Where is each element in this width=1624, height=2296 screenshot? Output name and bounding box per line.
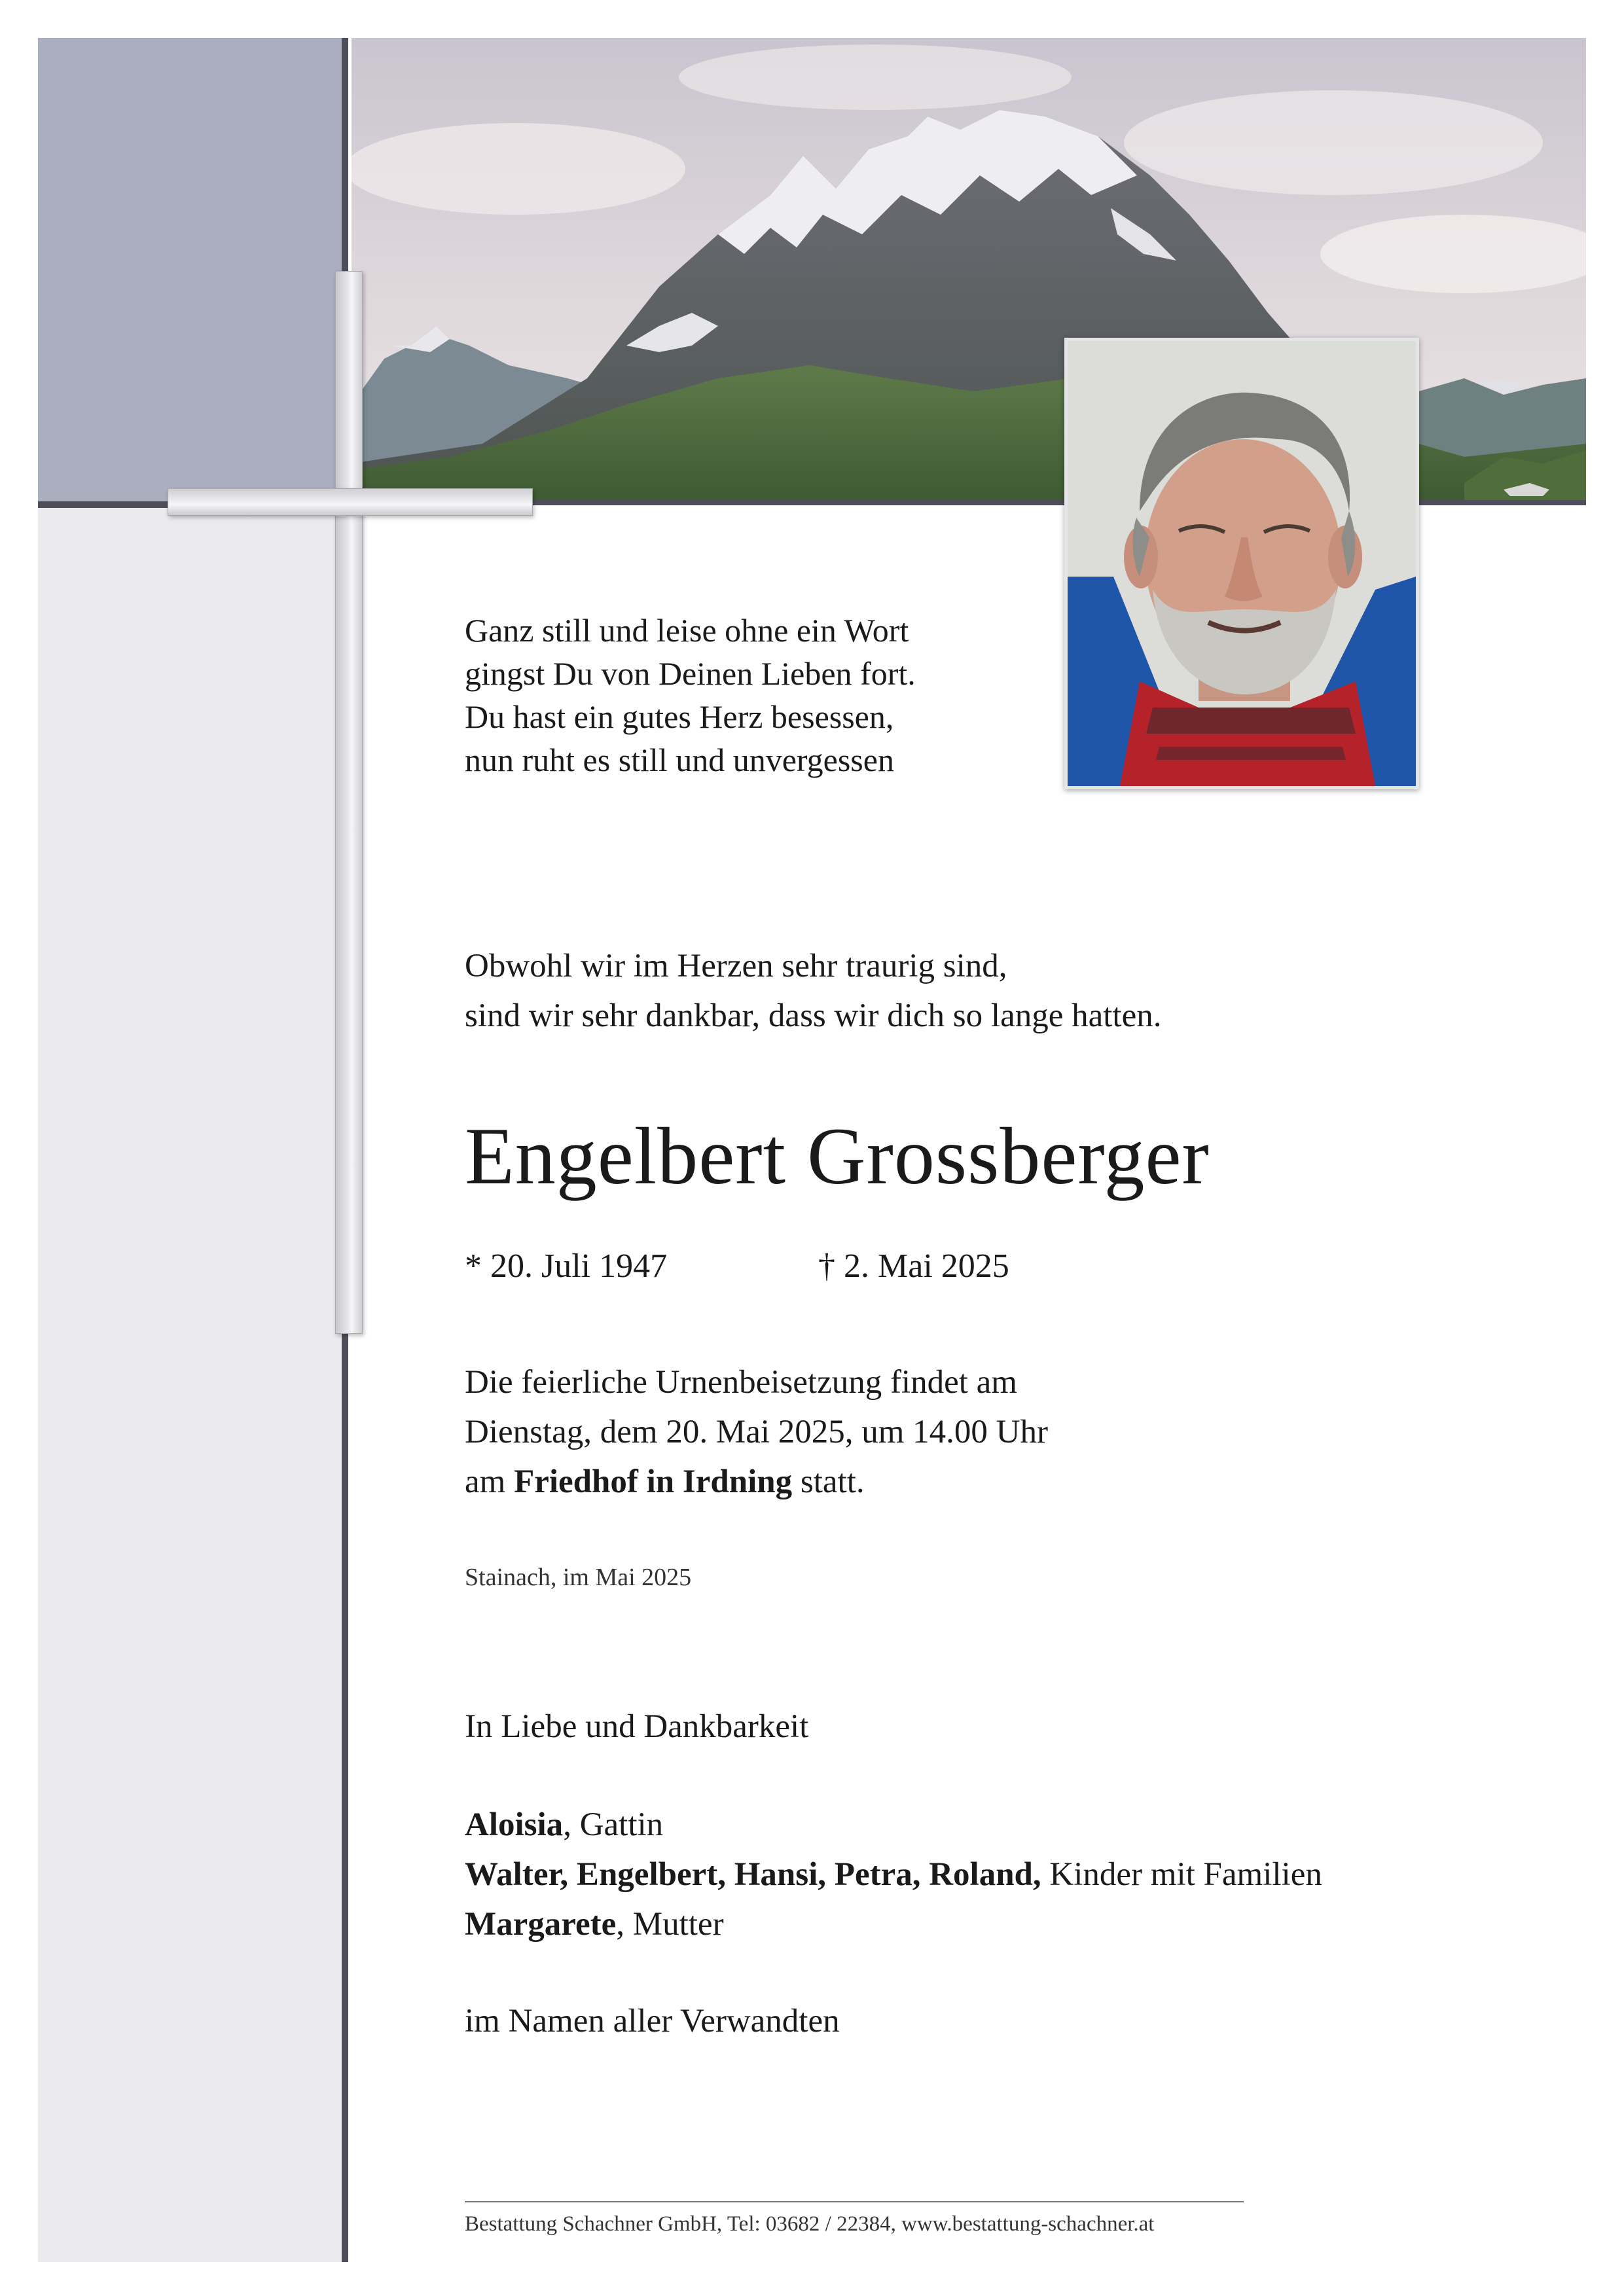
place-and-date: Stainach, im Mai 2025 xyxy=(465,1564,692,1591)
portrait-photo xyxy=(1064,338,1419,789)
death-date-line xyxy=(818,1244,1009,1289)
left-panel-bottom xyxy=(38,508,342,2262)
death-date: 2. Mai 2025 xyxy=(844,1247,1009,1285)
poem-line: Du hast ein gutes Herz besessen, xyxy=(465,698,894,735)
cross-vertical-beam-icon xyxy=(335,271,363,1334)
poem-line: Ganz still und leise ohne ein Wort xyxy=(465,612,909,649)
mourner-names: Margarete xyxy=(465,1906,617,1943)
mourner-entry xyxy=(465,1800,1578,1850)
ceremony-location-line xyxy=(465,1457,1512,1507)
cross-horizontal-beam-icon xyxy=(168,488,533,516)
mourner-names: Walter, Engelbert, Hansi, Petra, Roland, xyxy=(465,1856,1041,1893)
poem-line: nun ruht es still und unvergessen xyxy=(465,742,894,778)
deceased-name: Engelbert Grossberger xyxy=(465,1111,1210,1201)
relatives-line: im Namen aller Verwandten xyxy=(465,2003,840,2039)
closing-phrase: In Liebe und Dankbarkeit xyxy=(465,1708,809,1745)
death-cross-symbol: † xyxy=(818,1247,835,1285)
ceremony-line: Dienstag, dem 20. Mai 2025, um 14.00 Uhr xyxy=(465,1414,1048,1450)
ceremony-prefix: am xyxy=(465,1463,514,1500)
gratitude-quote xyxy=(465,941,1447,1041)
mourner-entry xyxy=(465,1899,1578,1949)
ceremony-line: Die feierliche Urnenbeisetzung findet am xyxy=(465,1364,1017,1401)
ceremony-suffix: statt. xyxy=(792,1463,865,1500)
mourner-entry xyxy=(465,1850,1578,1899)
mourner-relation: Kinder mit Familien xyxy=(1041,1856,1322,1893)
footer-divider xyxy=(465,2201,1244,2202)
birth-date-line xyxy=(465,1244,667,1289)
funeral-home-footer: Bestattung Schachner GmbH, Tel: 03682 / 22384, www.bestattung-schachner.at xyxy=(465,2212,1155,2236)
left-panel-top xyxy=(38,38,346,504)
cemetery-name: Friedhof in Irdning xyxy=(514,1463,793,1500)
mourner-names: Aloisia xyxy=(465,1806,564,1843)
memorial-poem xyxy=(465,609,1054,781)
birth-symbol: * xyxy=(465,1247,482,1285)
birth-date: 20. Juli 1947 xyxy=(490,1247,668,1285)
mourner-relation: , Gattin xyxy=(563,1806,664,1843)
mourner-relation: , Mutter xyxy=(616,1906,724,1943)
quote-line: sind wir sehr dankbar, dass wir dich so lange hatten. xyxy=(465,997,1162,1034)
quote-line: Obwohl wir im Herzen sehr traurig sind, xyxy=(465,948,1007,984)
ceremony-announcement xyxy=(465,1357,1512,1507)
mourners-list xyxy=(465,1800,1578,1949)
poem-line: gingst Du von Deinen Lieben fort. xyxy=(465,655,916,692)
